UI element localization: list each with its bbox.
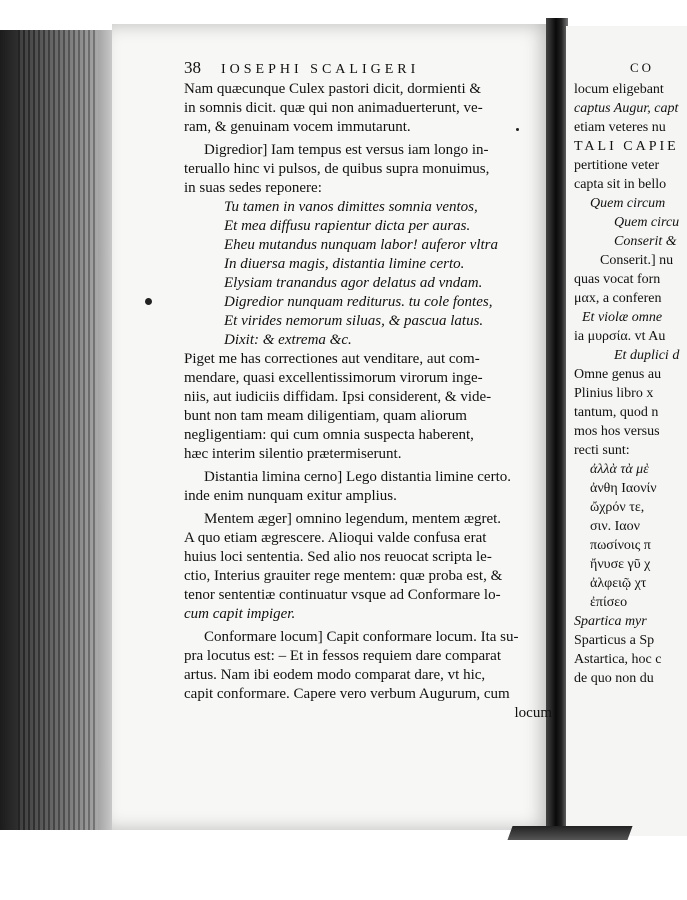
text-line: Elysiam tranandus agor delatus ad vndam. (224, 275, 483, 291)
text-line: locum (514, 705, 552, 721)
text-line: in somnis dicit. quæ qui non animaduerterunt, ve- (184, 100, 483, 116)
text-line: Omne genus au (574, 367, 662, 382)
text-line: Plinius libro x (574, 386, 654, 401)
text-line: recti sunt: (574, 443, 630, 458)
text-line: ἤνυσε γῦ χ (590, 557, 651, 572)
text-line: pertitione veter (574, 158, 660, 173)
text-line: mendare, quasi excellentissimorum virorum inge- (184, 370, 483, 386)
text-line: ram, & genuinam vocem immutarunt. (184, 119, 411, 135)
running-head: IOSEPHI SCALIGERI (221, 62, 420, 77)
text-line: πωσίνοις π (590, 538, 651, 553)
text-line: ἀλλὰ τὰ μὲ (590, 462, 649, 477)
text-line: Quem circu (614, 215, 680, 230)
text-line: In diuersa magis, distantia limine certo. (224, 256, 465, 272)
text-line: tenor sententiæ continuatur vsque ad Conformare lo- (184, 587, 501, 603)
left-page-text (184, 58, 552, 723)
text-line: ἀνθη Ιαονίν (590, 481, 657, 496)
text-line: locum eligebant (574, 82, 664, 97)
text-line: tantum, quod n (574, 405, 659, 420)
text-line: captus Augur, capt (574, 101, 679, 116)
text-line: huius loci sententia. Sed alio nos reuocat scripta le- (184, 549, 492, 565)
text-line: Digredior] Iam tempus est versus iam longo in- (204, 142, 489, 158)
text-line: ctio, Interius grauiter rege mentem: quæ proba est, & (184, 568, 503, 584)
text-line: Sparticus a Sp (574, 633, 655, 648)
text-line: Tu tamen in vanos dimittes somnia ventos, (224, 199, 478, 215)
text-line: quas vocat forn (574, 272, 661, 287)
text-line: capta sit in bello (574, 177, 667, 192)
text-line: Conserit.] nu (600, 253, 674, 268)
page-edge-stripes (18, 30, 98, 830)
spine-foot (507, 826, 632, 840)
left-text-lines (184, 80, 552, 723)
text-line: Quem circum (590, 196, 666, 211)
text-line: Piget me has correctiones aut venditare, aut com- (184, 351, 480, 367)
text-line: teruallo hinc vi pulsos, de quibus supra monuimus, (184, 161, 490, 177)
text-line: Distantia limina cerno] Lego distantia limine certo. (204, 469, 511, 485)
running-head-right: CO (630, 60, 655, 75)
text-line: ἐπίσεο (590, 595, 628, 610)
text-line: Mentem æger] omnino legendum, mentem ægret. (204, 511, 502, 527)
right-text-lines (574, 80, 687, 688)
text-line: ia μυρσία. vt Au (574, 329, 666, 344)
text-line: TALI CAPIE (574, 139, 679, 154)
right-page-header (574, 58, 687, 80)
text-line: Et violæ omne (582, 310, 663, 325)
text-line: de quo non du (574, 671, 654, 686)
text-line: negligentiam: qui cum omnia suspecta haberent, (184, 427, 474, 443)
text-line: Et virides nemorum siluas, & pascua latus. (224, 313, 484, 329)
text-line: ἀλφειῷ χτ (590, 576, 647, 591)
text-line: Dixit: & extrema &c. (224, 332, 352, 348)
text-line: Eheu mutandus nunquam labor! auferor vltra (224, 237, 499, 253)
text-line: Conserit & (614, 234, 677, 249)
text-line: Et mea diffusu rapientur dicta per auras. (224, 218, 471, 234)
text-line: mos hos versus (574, 424, 660, 439)
right-page-text (574, 58, 687, 688)
page-number: 38 (184, 58, 201, 77)
text-line: Astartica, hoc c (574, 652, 662, 667)
text-line: Spartica myr (574, 614, 647, 629)
ink-spot (145, 298, 152, 305)
text-line: Nam quæcunque Culex pastori dicit, dormienti & (184, 81, 482, 97)
text-line: σιν. Ιαον (590, 519, 640, 534)
text-line: hæc interim silentio prætermiserunt. (184, 446, 402, 462)
text-line: Et duplici d (614, 348, 680, 363)
text-line: cum capit impiger. (184, 606, 296, 622)
text-line: A quo etiam ægrescere. Alioqui valde confusa erat (184, 530, 487, 546)
text-line: pra locutus est: – Et in fessos requiem dare comparat (184, 648, 501, 664)
text-line: inde enim nunquam exitur amplius. (184, 488, 397, 504)
text-line: artus. Nam ibi eodem modo comparat dare, vt hic, (184, 667, 486, 683)
text-line: in suas sedes reponere: (184, 180, 322, 196)
text-line: ὤχρόν τε, (590, 500, 645, 515)
text-line: capit conformare. Capere vero verbum Augurum, cum (184, 686, 510, 702)
text-line: bunt non tam meam diligentiam, quam aliorum (184, 408, 467, 424)
text-line: etiam veteres nu (574, 120, 666, 135)
text-line: Conformare locum] Capit conformare locum. Ita su- (204, 629, 519, 645)
text-line: μαx, a conferen (574, 291, 662, 306)
text-line: niis, aut iudiciis diffidam. Ipsi considerent, & vide- (184, 389, 492, 405)
left-page-header (184, 58, 552, 80)
text-line: Digredior nunquam rediturus. tu cole fontes, (224, 294, 493, 310)
